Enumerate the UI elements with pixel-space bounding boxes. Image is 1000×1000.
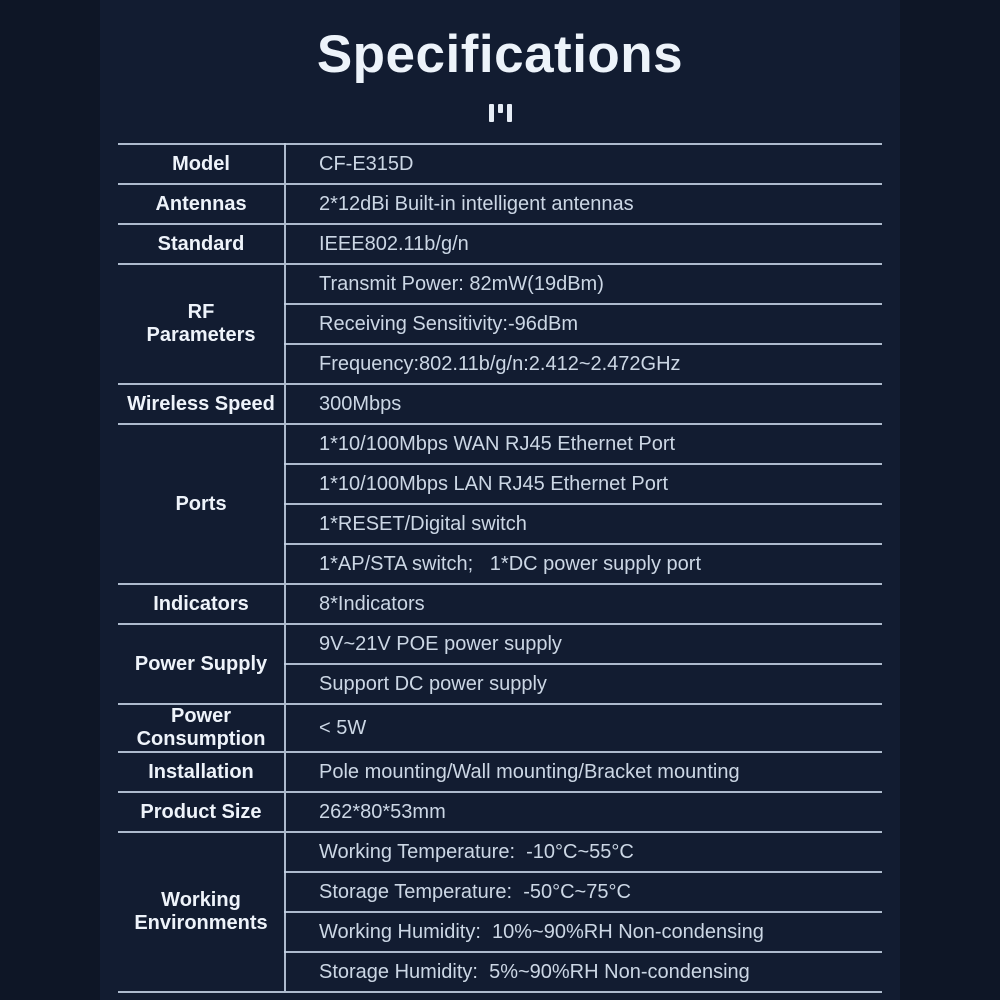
row-value: IEEE802.11b/g/n [285,224,882,264]
table-row [118,384,882,424]
row-value: Support DC power supply [285,664,882,704]
bar-middle [498,104,503,113]
table-row [118,624,882,664]
row-value: Transmit Power: 82mW(19dBm) [285,264,882,304]
table-row [118,144,882,184]
table-row [118,704,882,752]
row-value: Storage Temperature: -50°C~75°C [285,872,882,912]
spec-table [118,143,882,993]
bar-left [489,104,494,122]
row-value: 9V~21V POE power supply [285,624,882,664]
row-value: 8*Indicators [285,584,882,624]
row-value: 1*10/100Mbps WAN RJ45 Ethernet Port [285,424,882,464]
row-value: CF-E315D [285,144,882,184]
page-title: Specifications [316,25,684,84]
row-value: Frequency:802.11b/g/n:2.412~2.472GHz [285,344,882,384]
row-value: 300Mbps [285,384,882,424]
row-label-rf-parameters: RF Parameters [118,264,285,384]
row-value: 1*RESET/Digital switch [285,504,882,544]
row-value: Receiving Sensitivity:-96dBm [285,304,882,344]
row-value: Pole mounting/Wall mounting/Bracket mounting [285,752,882,792]
table-row [118,832,882,872]
row-value: < 5W [285,704,882,752]
table-row [118,424,882,464]
table-row [118,264,882,304]
row-label-indicators: Indicators [118,584,285,624]
row-label-standard: Standard [118,224,285,264]
table-row [118,752,882,792]
row-value: 1*10/100Mbps LAN RJ45 Ethernet Port [285,464,882,504]
row-label-working-environments: Working Environments [118,832,285,992]
row-label-installation: Installation [118,752,285,792]
table-row [118,792,882,832]
row-value: 262*80*53mm [285,792,882,832]
row-value: Storage Humidity: 5%~90%RH Non-condensing [285,952,882,992]
row-label-product-size: Product Size [118,792,285,832]
row-label-model: Model [118,144,285,184]
row-value: 2*12dBi Built-in intelligent antennas [285,184,882,224]
row-value: Working Temperature: -10°C~55°C [285,832,882,872]
row-label-antennas: Antennas [118,184,285,224]
table-row [118,184,882,224]
bars-icon [0,104,1000,122]
row-label-power-supply: Power Supply [118,624,285,704]
row-label-power-consumption: Power Consumption [118,704,285,752]
table-row [118,584,882,624]
row-label-wireless-speed: Wireless Speed [118,384,285,424]
bar-right [507,104,512,122]
row-value: 1*AP/STA switch; 1*DC power supply port [285,544,882,584]
row-label-ports: Ports [118,424,285,584]
row-value: Working Humidity: 10%~90%RH Non-condensing [285,912,882,952]
table-row [118,224,882,264]
